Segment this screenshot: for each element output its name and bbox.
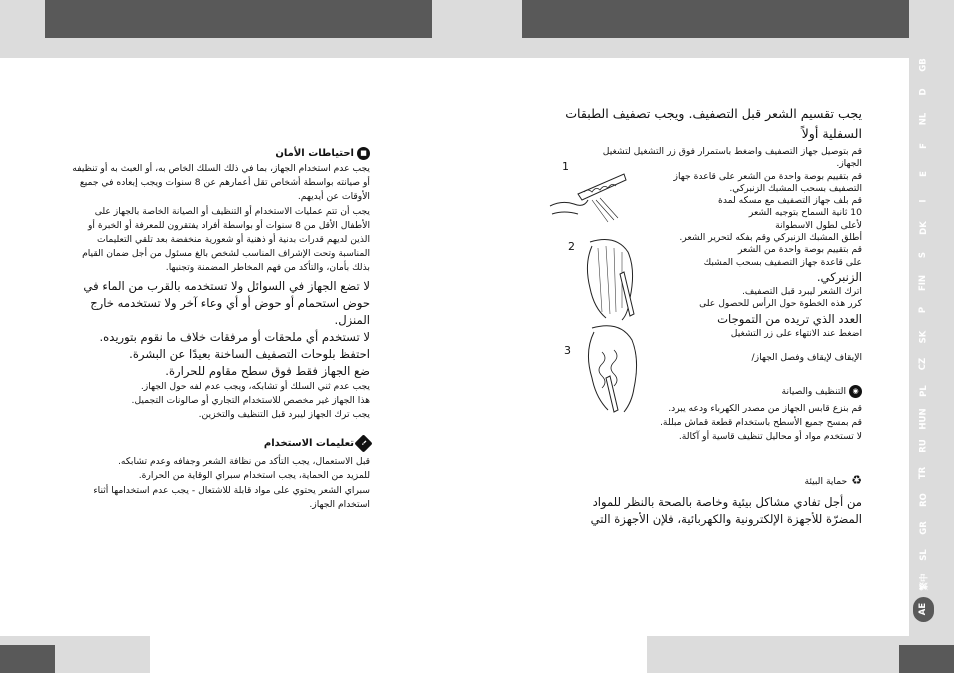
language-tab-label: HUN [918, 408, 929, 430]
usage-line: قبل الاستعمال، يجب التأكد من نظافة الشعر وجفافه وعدم تشابكه. [118, 456, 370, 468]
language-tab-label: PL [918, 385, 929, 398]
intro-line: يجب تقسيم الشعر قبل التصفيف. ويجب تصفيف الطبقات [565, 106, 862, 121]
safety-line: يجب عدم استخدام الجهاز، بما في ذلك السلك الخاص به، أو العبث به أو تنظيفه [72, 163, 370, 174]
exclamation-icon: ! [354, 434, 372, 452]
environment-line: من أجل تفادي مشاكل بيئية وخاصة بالصحة بالنظر للمواد [592, 495, 862, 509]
figure-2 [566, 238, 646, 322]
step-line: 10 ثانية السماح بتوجيه الشعر [748, 207, 862, 219]
usage-line: سبراي الشعر يحتوي على مواد قابلة للاشتعال - يجب عدم استخدامها أثناء [93, 484, 370, 496]
step-line: اضغط عند الانتهاء على زر التشغيل [730, 327, 862, 339]
cleaning-line: لا تستخدم مواد أو محاليل تنظيف قاسية أو آكالة. [678, 431, 862, 443]
step-line: قم بتقييم بوصة واحدة من الشعر [737, 244, 862, 256]
language-tab-label: SK [918, 330, 929, 344]
language-tab[interactable] [913, 542, 934, 567]
usage-section [60, 436, 370, 452]
eye-icon: ◉ [849, 385, 862, 398]
left-page-content [60, 146, 370, 512]
safety-warning: لا تضع الجهاز في السوائل ولا تستخدمه بالقرب من الماء في [83, 278, 370, 293]
environment-section [540, 472, 862, 528]
language-tab-label: GB [918, 57, 929, 72]
language-tab-label: E [918, 170, 929, 177]
language-tab[interactable] [913, 134, 934, 159]
figure-number: 2 [568, 240, 575, 253]
usage-line: للمزيد من الحماية، يجب استخدام سبراي الوقاية من الحرارة. [138, 470, 370, 482]
recycle-icon: ♻ [851, 473, 862, 487]
figure-1 [548, 160, 638, 230]
language-tab[interactable] [913, 515, 934, 540]
figure-number: 1 [562, 160, 569, 173]
header-bar-right [522, 0, 909, 38]
language-tab-label: TR [918, 467, 929, 480]
safety-line: أو صيانته بواسطة أشخاص تقل أعمارهم عن 8 سنوات ويجب إبعاده في جميع [79, 177, 370, 189]
environment-heading: حماية البيئة [804, 476, 848, 487]
language-tab-label: D [918, 88, 929, 96]
language-tab[interactable] [913, 406, 934, 431]
language-tab[interactable] [913, 379, 934, 404]
step-line-large: الزنبركي. [816, 269, 862, 284]
language-tab[interactable] [913, 243, 934, 268]
figure-3 [562, 322, 648, 414]
language-tab[interactable] [913, 215, 934, 240]
intro-block [540, 104, 862, 144]
page-number-block-right [899, 645, 954, 673]
safety-line: يجب عدم ثني السلك أو تشابكه، ويجب عدم لفه حول الجهاز. [140, 380, 370, 392]
language-tab[interactable] [913, 433, 934, 458]
step-line: على قاعدة جهاز التصفيف بسحب المشبك [703, 256, 862, 268]
safety-warning: لا تستخدم أي ملحقات أو مرفقات خلاف ما نقوم بتوريده. [99, 329, 370, 344]
safety-line: يجب أن تتم عمليات الاستخدام أو التنظيف أو الصيانة الخاصة بالجهاز على [94, 205, 370, 217]
language-tab-label: RU [918, 439, 929, 453]
safety-line: الذين لديهم قدرات بدنية أو ذهنية أو شعورية منخفضة بعد تلقي التعليمات [96, 234, 370, 246]
language-tab-label: RO [918, 493, 929, 508]
language-tab-label: NL [918, 112, 929, 126]
safety-line: الأوقات عن أيديهم. [297, 191, 370, 203]
safety-section [60, 146, 370, 162]
safety-line: الأطفال الأقل من 8 سنوات أو بواسطة أفراد يفتقرون للمعرفة أو الخبرة أو [87, 219, 370, 231]
language-tab-label: 繁中 [919, 573, 930, 591]
language-tab[interactable] [913, 597, 934, 622]
intro-line: السفلية أولاً [801, 126, 862, 141]
cleaning-heading-row [640, 384, 862, 400]
language-tab-label: SL [918, 549, 929, 561]
header-bar-left [45, 0, 432, 38]
cleaning-line: قم بنزع قابس الجهاز من مصدر الكهرباء ودعه يبرد. [668, 403, 862, 414]
safety-warning: حوض استحمام أو حوض أو أي وعاء آخر ولا تستخدمه خارج [90, 295, 370, 310]
language-tab-label: P [918, 306, 929, 313]
safety-line: هذا الجهاز غير مخصص للاستخدام التجاري أو صالونات التجميل. [131, 394, 370, 406]
language-tab[interactable] [913, 352, 934, 377]
curling-iron-illustration [548, 160, 638, 230]
language-tab-label: GR [918, 520, 929, 535]
hair-styling-illustration [566, 238, 646, 322]
cleaning-line: قم بمسح جميع الأسطح باستخدام قطعة قماش مبللة. [659, 417, 862, 429]
stop-icon: ■ [357, 147, 370, 160]
safety-line: بذلك بأمان، والتأكد من فهم المخاطر المضمنة وتجنبها. [165, 262, 370, 274]
step-line: قم بتقييم بوصة واحدة من الشعر على قاعدة جهاز [673, 170, 862, 182]
language-tab[interactable] [913, 106, 934, 131]
language-tab[interactable] [913, 570, 934, 595]
figure-number: 3 [564, 344, 571, 357]
language-tab-label: DK [918, 221, 929, 235]
usage-line: استخدام الجهاز. [309, 498, 370, 510]
language-tab-label: I [918, 199, 929, 203]
language-tab[interactable] [913, 161, 934, 186]
language-tab[interactable] [913, 461, 934, 486]
language-tab-label: CZ [918, 358, 929, 371]
language-tab-label: F [918, 143, 929, 150]
safety-warning: احتفظ بلوحات التصفيف الساخنة بعيدًا عن البشرة. [129, 346, 370, 361]
step-line: التصفيف بسحب المشبك الزنبركي. [729, 182, 862, 194]
language-tab[interactable] [913, 488, 934, 513]
language-tab-label: AE [918, 603, 929, 616]
environment-heading-row [540, 472, 862, 490]
safety-warning: المنزل. [334, 312, 370, 327]
language-tab[interactable] [913, 52, 934, 77]
step-line: قم بلف جهاز التصفيف مع مسكه لمدة [718, 195, 862, 207]
safety-heading: احتياطات الأمان [275, 148, 354, 159]
usage-heading: تعليمات الاستخدام [263, 438, 354, 450]
curled-hair-illustration [562, 322, 648, 414]
step-line: الإيقاف لإيقاف وفصل الجهاز/ [751, 351, 862, 363]
cleaning-heading: التنظيف والصيانة [781, 386, 846, 397]
cleaning-section [640, 384, 862, 445]
page-number-block-left [0, 645, 55, 673]
language-tab[interactable] [913, 188, 934, 213]
safety-line: المناسبة وتحت الإشراف المناسب لشخص بالغ مسئول من أجل ضمان القيام [82, 248, 370, 260]
step-line: كرر هذه الخطوة حول الرأس للحصول على [699, 298, 862, 310]
language-tab-label: S [918, 252, 929, 259]
language-tab[interactable] [913, 79, 934, 104]
step-line: قم بتوصيل جهاز التصفيف واضغط باستمرار فوق زر التشغيل لتشغيل الجهاز. [602, 146, 862, 170]
step-line-large: العدد الذي تريده من التموجات [717, 311, 862, 326]
language-tab-label: FIN [918, 274, 929, 291]
environment-line: المضرّة للأجهزة الإلكترونية والكهربائية، فلإن الأجهزة التي [590, 512, 862, 526]
language-tab[interactable] [913, 324, 934, 349]
language-tab[interactable] [913, 270, 934, 295]
step-line: أطلق المشبك الزنبركي وقم بفكه لتحرير الشعر. [679, 232, 862, 244]
safety-warning: ضع الجهاز فقط فوق سطح مقاوم للحرارة. [165, 363, 370, 378]
step-line: اترك الشعر ليبرد قبل التصفيف. [741, 285, 862, 297]
step-line: لأعلى لطول الاسطوانة [775, 219, 862, 231]
safety-line: يجب ترك الجهاز ليبرد قبل التنظيف والتخزين. [198, 409, 370, 421]
language-tab[interactable] [913, 297, 934, 322]
